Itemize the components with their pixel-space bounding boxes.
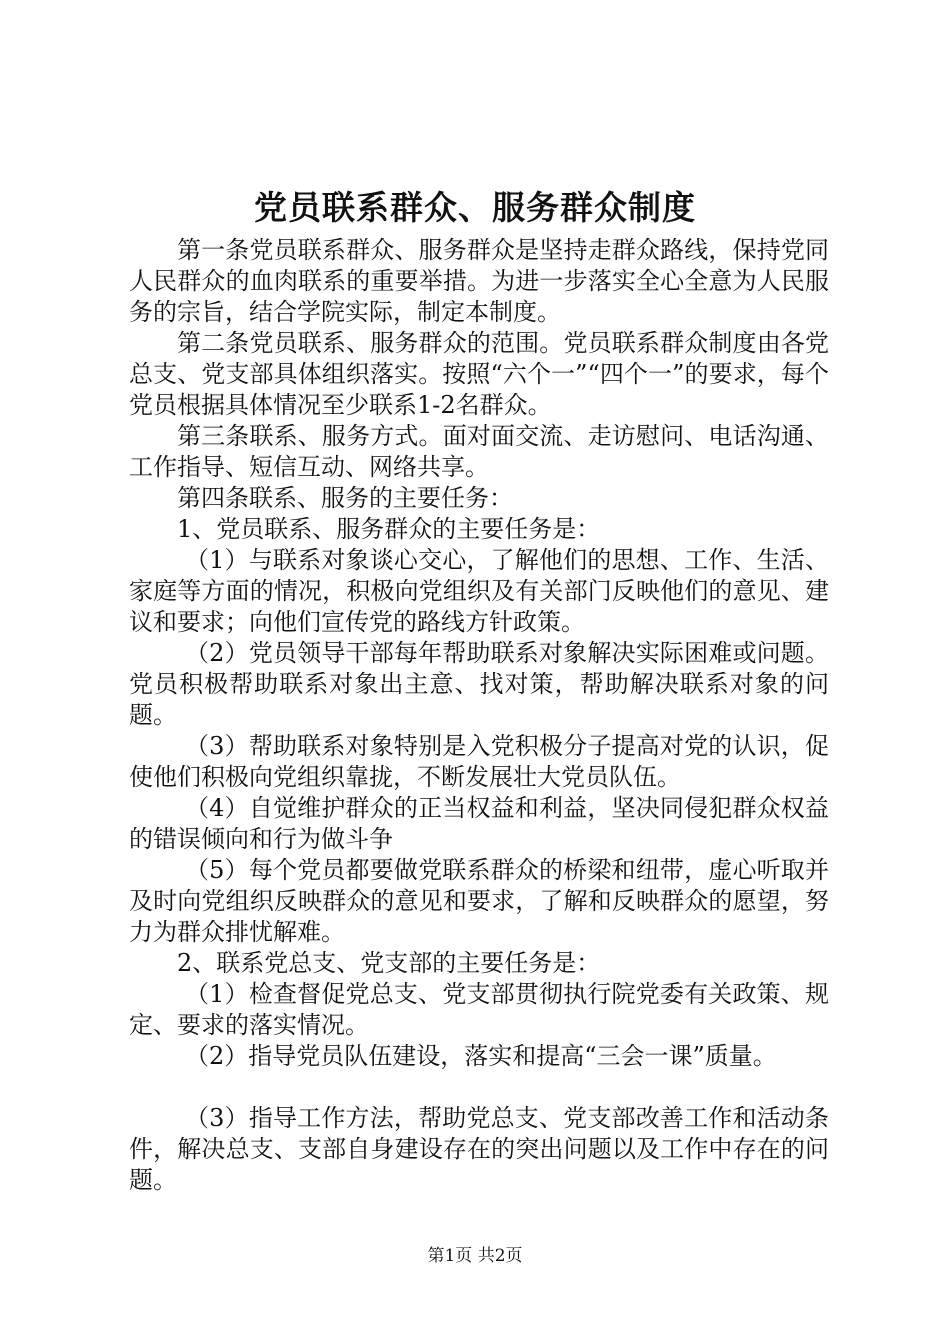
page-footer: 第1页 共2页 — [427, 1246, 523, 1266]
paragraph-item-1-2: （2）党员领导干部每年帮助联系对象解决实际困难或问题。党员积极帮助联系对象出主意、找对策，帮助解决联系对象的问题。 — [129, 639, 829, 729]
document-body — [129, 235, 829, 1196]
paragraph-article-3: 第三条联系、服务方式。面对面交流、走访慰问、电话沟通、工作指导、短信互动、网络共享。 — [129, 422, 829, 481]
paragraph-item-2-1: （1）检查督促党总支、党支部贯彻执行院党委有关政策、规定、要求的落实情况。 — [129, 980, 829, 1039]
paragraph-item-1-5: （5）每个党员都要做党联系群众的桥梁和纽带，虚心听取并及时向党组织反映群众的意见和要求，了解和反映群众的愿望，努力为群众排忧解难。 — [129, 856, 829, 946]
document-title: 党员联系群众、服务群众制度 — [254, 188, 696, 227]
paragraph-section-1: 1、党员联系、服务群众的主要任务是： — [177, 515, 601, 543]
paragraph-item-1-3: （3）帮助联系对象特别是入党积极分子提高对党的认识，促使他们积极向党组织靠拢，不断发展壮大党员队伍。 — [129, 732, 829, 791]
paragraph-item-2-3: （3）指导工作方法，帮助党总支、党支部改善工作和活动条件，解决总支、支部自身建设存在的突出问题以及工作中存在的问题。 — [129, 1104, 829, 1194]
paragraph-article-1: 第一条党员联系群众、服务群众是坚持走群众路线，保持党同人民群众的血肉联系的重要举措。为进一步落实全心全意为人民服务的宗旨，结合学院实际，制定本制度。 — [129, 236, 829, 326]
paragraph-item-1-4: （4）自觉维护群众的正当权益和利益，坚决同侵犯群众权益的错误倾向和行为做斗争 — [129, 794, 829, 853]
paragraph-article-2: 第二条党员联系、服务群众的范围。党员联系群众制度由各党总支、党支部具体组织落实。按照“六个一”“四个一”的要求，每个党员根据具体情况至少联系1-2名群众。 — [129, 329, 829, 419]
paragraph-section-2: 2、联系党总支、党支部的主要任务是： — [177, 949, 601, 977]
paragraph-item-2-2: （2）指导党员队伍建设，落实和提高“三会一课”质量。 — [185, 1042, 777, 1070]
paragraph-item-1-1: （1）与联系对象谈心交心，了解他们的思想、工作、生活、家庭等方面的情况，积极向党组织及有关部门反映他们的意见、建议和要求；向他们宣传党的路线方针政策。 — [129, 546, 829, 636]
paragraph-article-4: 第四条联系、服务的主要任务： — [177, 484, 513, 512]
